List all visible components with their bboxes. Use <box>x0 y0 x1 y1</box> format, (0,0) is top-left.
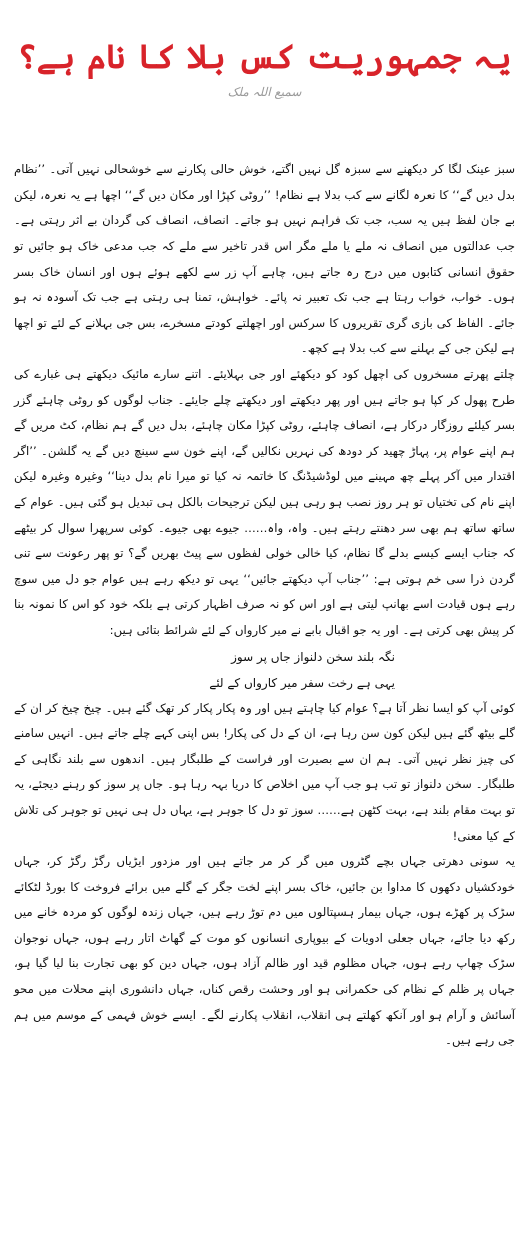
article-title: یہ جمہوریت کس بلا کا نام ہے؟ <box>17 37 512 76</box>
paragraph-3: کوئی آپ کو ایسا نظر آتا ہے؟ عوام کیا چاہتے ہیں اور وہ پکار پکار کر تھک گئے ہیں۔ چیخ چیخ کر ان کے گلے بیٹھ گئے ہیں لیکن کون سن رہا ہے، ان کے دل کی پکار! بس اپنی کہے چلے جاتے ہیں۔ انہیں سامنے کی چیز نظر نہیں آتی۔ ہم ان سے بصیرت اور فراست کے طلبگار ہیں۔ اندھوں سے بلند نگاہی کے طلبگار۔ سخن دلنواز تو تب ہو جب آپ میں اخلاص کا دریا بہہ رہا ہو۔ جاں پر سوز کو رہنے دیجئے، یہ تو بہت مقام بلند ہے، بہت کٹھن ہے…… سوز تو دل کا جوہر ہے، یہاں دل ہی نہیں تو جوہر کی تلاش کے کیا معنی! <box>14 700 515 843</box>
verse-line-2: یہی ہے رخت سفر میر کارواں کے لئے <box>209 675 395 690</box>
verse-block <box>14 644 515 696</box>
paragraph-2: چلتے پھرتے مسخروں کی اچھل کود کو دیکھئے اور جی بہلایئے۔ اتنے سارے مائیک دیکھتے ہی غبارے کی طرح پھول کر کپا ہو جاتے ہیں اور پھر دیکھتے اور دیکھتے چلے جایئے۔ جناب لوگوں کو روٹی چاہئے گزر بسر کیلئے روزگار درکار ہے، انصاف چاہئے، روٹی کپڑا مکان چاہئے، بدل دیں گے ہم نظام، کٹ مریں گے ہم اپنے عوام پر، پہاڑ چھید کر دودھ کی نہریں نکالیں گے، اپنے خون سے سینچ دیں گے یہ گلشن۔ ’’اگر اقتدار میں آکر پہلے چھ مہینے میں لوڈشیڈنگ کا خاتمہ نہ کیا تو میرا نام بدل دینا‘‘ وغیرہ وغیرہ لیکن اپنے نام کی تختیاں تو ہر روز نصب ہو رہی ہیں لیکن ترجیحات بالکل ہی تبدیل ہو گئی ہیں۔ عوام کے ساتھ ساتھ ہم بھی سر دھنتے رہتے ہیں۔ واہ، واہ…… جیوے بھی جیوے۔ کوئی سرپھرا سوال کر بیٹھے کہ جناب ایسے کیسے بدلے گا نظام، کیا خالی خولی لفظوں سے پیٹ بھریں گے؟ تو پھر رعونت سے تنی گردن ذرا سی خم ہوتی ہے: ’’جناب آپ دیکھتے جائیں‘‘ یہی تو دیکھ رہے ہیں عوام جو دل میں سوچ رہے ہوں قیادت اسے بھانپ لیتی ہے اور اس کو نہ صرف اظہار کرتی ہے بلکہ خود کو اس کا نمونہ بنا کر پیش بھی کرتی ہے۔ اور یہ جو اقبال بابے نے میر کارواں کے لئے شرائط بتائی ہیں: <box>14 367 515 637</box>
author-byline: سمیع اللہ ملک <box>227 85 302 100</box>
paragraph-1: سبز عینک لگا کر دیکھنے سے سبزہ گل نہیں اگتے، خوش حالی پکارنے سے خوشحالی نہیں آتی۔ ’’نظام بدل دیں گے‘‘ کا نعرہ لگانے سے کب بدلا ہے نظام! ’’روٹی کپڑا اور مکان دیں گے‘‘ اچھا ہے یہ نعرہ، لیکن بے جان لفظ ہیں یہ سب، جب تک فراہم نہیں ہو جاتے۔ انصاف، انصاف کی گردان بے اثر رہتی ہے۔ جب عدالتوں میں انصاف نہ ملے یا ملے مگر اس قدر تاخیر سے ملے کہ جب مدعی خاک ہو جائیں تو حقوق انسانی کتابوں میں درج رہ جاتے ہیں، چاہے آپ زر سے لکھے ہوئے ہوں اور انسان خاک بسر ہوں۔ خواب، خواب رہتا ہے جب تک تعبیر نہ پائے۔ خواہش، تمنا ہی رہتی ہے جب تک آسودہ نہ ہو جائے۔ الفاظ کی بازی گری تقریروں کا سرکس اور اچھلتے کودتے مسخرے، بس جی بہلانے کے لئے تو اچھا ہے لیکن جی کے بہلنے سے کب بدلا ہے کچھ۔ <box>14 162 515 356</box>
article-body <box>14 157 515 1054</box>
verse-line-1: نگہ بلند سخن دلنواز جاں پر سوز <box>231 649 395 664</box>
paragraph-4: یہ سونی دھرتی جہاں بچے گٹروں میں گر کر مر جاتے ہیں اور مزدور ایڑیاں رگڑ رگڑ کر، جہاں خودکشیاں دکھوں کا مداوا بن جائیں، خاک بسر اپنے لخت جگر کے گلے میں برائے فروخت کا بورڈ لٹکائے سڑک پر کھڑے ہوں، جہاں بیمار ہسپتالوں میں دم توڑ رہے ہیں، جہاں زندہ لوگوں کو مردہ خانے میں رکھ دیا جائے، جہاں جعلی ادویات کے بیوپاری انسانوں کو موت کے گھاٹ اتار رہے ہوں، جہاں نوجوان سڑک چھاپ رہے ہوں، جہاں مظلوم قید اور ظالم آزاد ہوں، جہاں دین کو بھی تجارت بنا لیا گیا ہو، جہاں پر ظلم کے نظام کی حکمرانی ہو اور وحشت رقص کناں، جہاں دانشوری اپنے محلات میں محو آسائش و آرام ہو اور آنکھ کھلتے ہی انقلاب، انقلاب پکارنے لگے۔ ایسے خوش فہمی کے موسم میں ہم جی رہے ہیں۔ <box>14 854 515 1048</box>
